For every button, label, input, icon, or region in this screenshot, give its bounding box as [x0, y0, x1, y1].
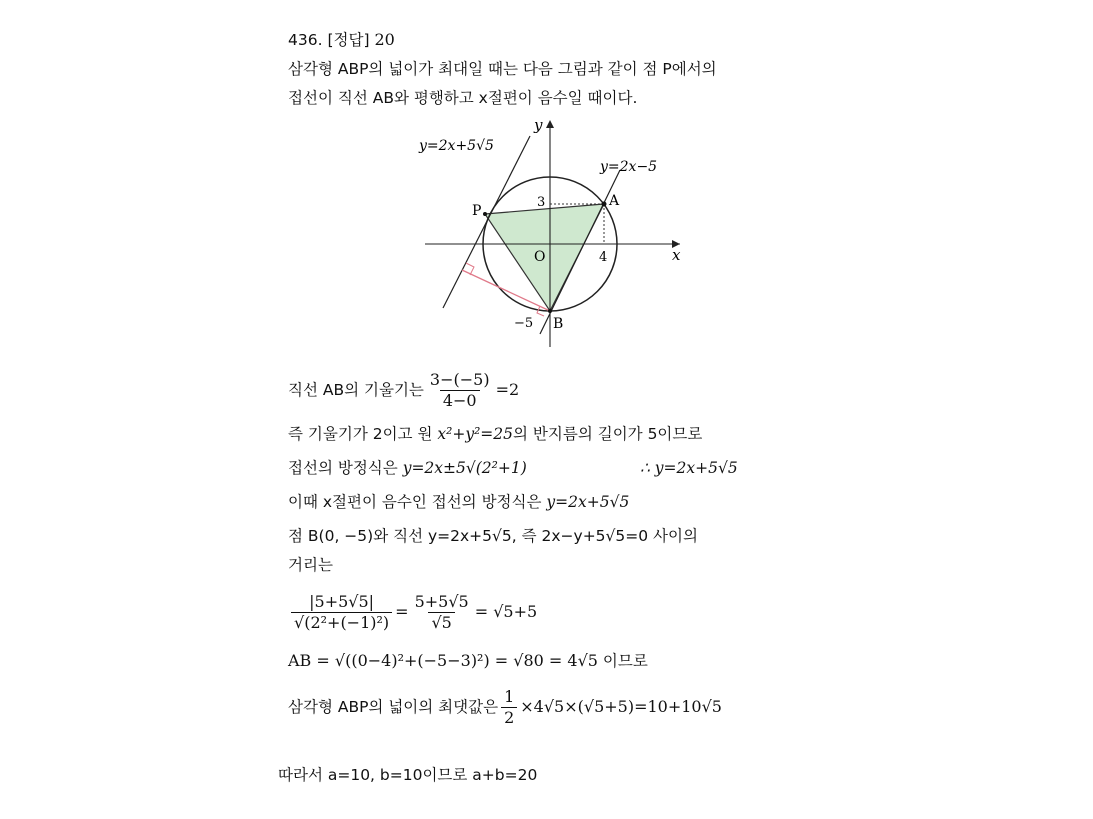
slope-fraction: [427, 370, 493, 411]
conclusion-line: 따라서 a=10, b=10이므로 a+b=20: [278, 766, 538, 784]
circle-diagram: [410, 112, 690, 352]
negative-intercept-equation: y=2x+5√5: [546, 493, 630, 511]
label-point-p: P: [472, 203, 482, 219]
label-tick-minus-5: −5: [514, 316, 534, 331]
distance-fraction-2: [412, 592, 472, 633]
label-axis-y: y: [534, 116, 543, 134]
max-area-line: [288, 684, 722, 730]
label-origin: O: [534, 249, 546, 265]
point-b-dot: [548, 309, 552, 313]
tangent-equation: y=2x±5√(2²+1): [402, 459, 527, 477]
equals-sign: =: [395, 602, 409, 621]
distance-fraction-1: [291, 592, 392, 633]
problem-header: [288, 30, 395, 50]
half-fraction: [501, 687, 517, 728]
slope-result: =2: [495, 380, 520, 399]
distance-numerator-1: |5+5√5|: [309, 591, 375, 611]
slope-numerator: 3−(−5): [429, 369, 490, 389]
negative-intercept-line: [288, 492, 629, 512]
slope-line: [288, 368, 519, 412]
max-area-text: 삼각형 ABP의 넓이의 최댓값은: [288, 698, 499, 716]
distance-result: = √5+5: [474, 602, 538, 621]
circle-equation: x²+y²=25: [437, 425, 513, 443]
radius-text-end: 의 반지름의 길이가 5이므로: [513, 425, 703, 443]
slope-text: 직선 AB의 기울기는: [288, 381, 424, 399]
tangent-equation-line: [288, 458, 808, 478]
tangent-equation-text: 접선의 방정식은: [288, 459, 398, 477]
half-denominator: 2: [501, 707, 517, 728]
max-area-expression: ×4√5×(√5+5)=10+10√5: [520, 697, 722, 716]
point-a-dot: [602, 202, 607, 207]
ab-length-line: [288, 651, 648, 671]
negative-intercept-text: 이때 x절편이 음수인 접선의 방정식은: [288, 493, 542, 511]
distance-computation: [288, 584, 537, 640]
distance-denominator-2: √5: [428, 612, 454, 633]
answer-value: 20: [374, 30, 395, 49]
ab-length-end: 이므로: [602, 652, 648, 670]
distance-denominator-1: √(2²+(−1)²): [291, 612, 392, 633]
point-p-dot: [483, 212, 487, 216]
intro-line-1: 삼각형 ABP의 넓이가 최대일 때는 다음 그림과 같이 점 P에서의: [288, 60, 717, 78]
label-point-b: B: [553, 316, 564, 332]
intro-line-2: 접선이 직선 AB와 평행하고 x절편이 음수일 때이다.: [288, 89, 638, 107]
half-numerator: 1: [504, 686, 515, 706]
ab-length-expression: AB = √((0−4)²+(−5−3)²) = √80 = 4√5: [288, 651, 598, 670]
label-axis-x: x: [672, 246, 681, 264]
label-tick-3: 3: [537, 195, 546, 210]
y-axis-arrow: [546, 120, 554, 128]
answer-label: [정답]: [327, 31, 370, 49]
distance-intro-line: 점 B(0, −5)와 직선 y=2x+5√5, 즉 2x−y+5√5=0 사이의: [288, 527, 698, 545]
label-line-ab: y=2x−5: [600, 159, 658, 175]
slope-denominator: 4−0: [440, 390, 480, 411]
label-tick-4: 4: [599, 250, 608, 265]
radius-line: [288, 424, 702, 444]
distance-numerator-2: 5+5√5: [414, 591, 469, 611]
label-point-a: A: [609, 193, 620, 209]
distance-intro-line-2: 거리는: [288, 556, 333, 574]
radius-text: 즉 기울기가 2이고 원: [288, 425, 433, 443]
tangent-result: ∴ y=2x+5√5: [640, 459, 738, 477]
label-tangent: y=2x+5√5: [419, 138, 494, 154]
problem-number: 436.: [288, 31, 323, 49]
